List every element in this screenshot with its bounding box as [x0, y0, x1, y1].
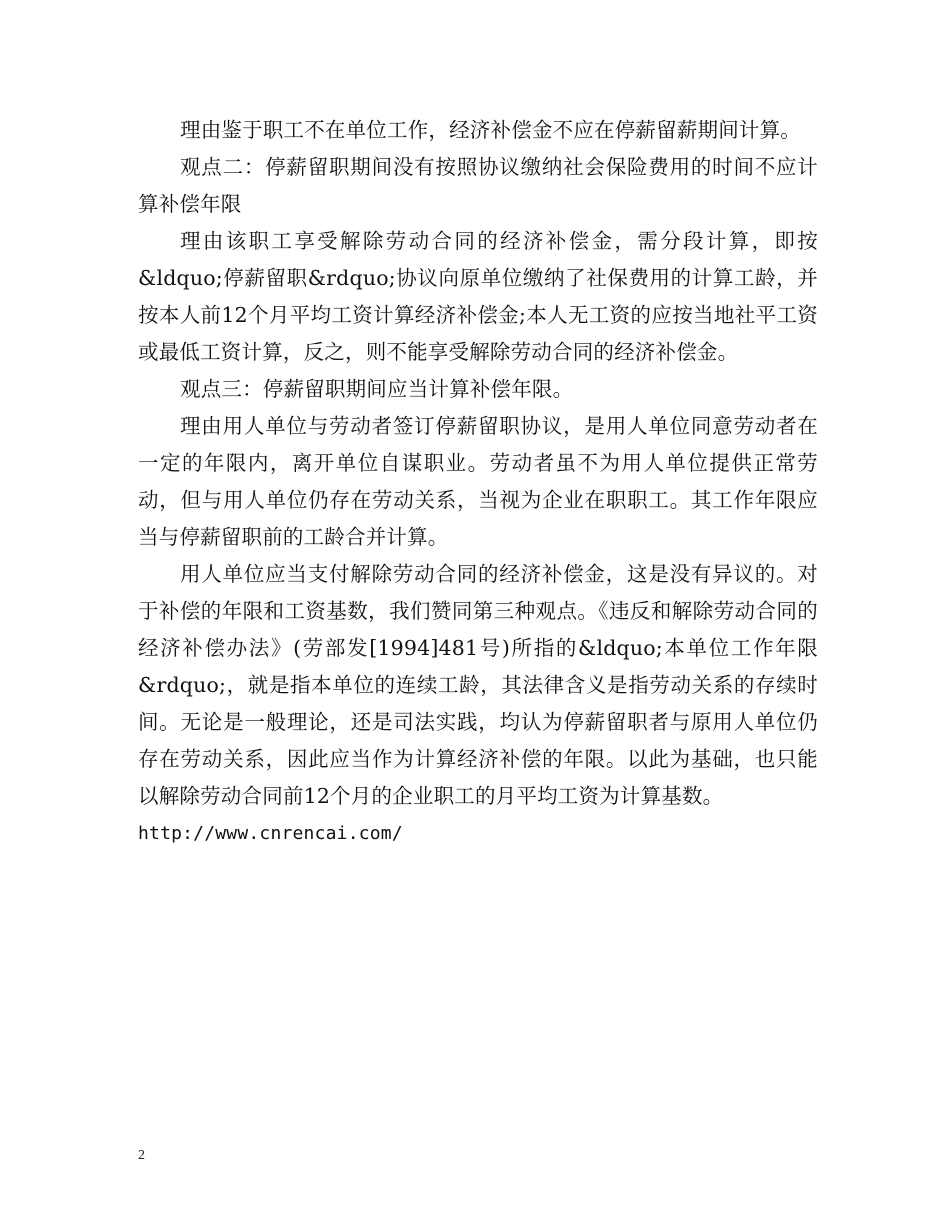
paragraph-2: 观点二：停薪留职期间没有按照协议缴纳社会保险费用的时间不应计算补偿年限 [138, 155, 818, 216]
paragraph-3: 理由该职工享受解除劳动合同的经济补偿金，需分段计算，即按&ldquo;停薪留职&rdquo;协议向原单位缴纳了社保费用的计算工龄，并按本人前12个月平均工资计算经济补偿金;本人无工资的应按当地社平工资或最低工资计算，反之，则不能享受解除劳动合同的经济补偿金。 [138, 229, 818, 364]
paragraph-5: 理由用人单位与劳动者签订停薪留职协议，是用人单位同意劳动者在一定的年限内，离开单位自谋职业。劳动者虽不为用人单位提供正常劳动，但与用人单位仍存在劳动关系，当视为企业在职职工。其工作年限应当与停薪留职前的工龄合并计算。 [138, 414, 818, 549]
page-number: 2 [138, 1148, 145, 1163]
document-body [138, 112, 818, 852]
paragraph-1: 理由鉴于职工不在单位工作，经济补偿金不应在停薪留薪期间计算。 [180, 118, 801, 142]
paragraph-4: 观点三：停薪留职期间应当计算补偿年限。 [180, 377, 574, 401]
paragraph-6: 用人单位应当支付解除劳动合同的经济补偿金，这是没有异议的。对于补偿的年限和工资基数，我们赞同第三种观点。《违反和解除劳动合同的经济补偿办法》(劳部发[1994]481号)所指的&ldquo;本单位工作年限&rdquo;，就是指本单位的连续工龄，其法律含义是指劳动关系的存续时间。无论是一般理论，还是司法实践，均认为停薪留职者与原用人单位仍存在劳动关系，因此应当作为计算经济补偿的年限。以此为基础，也只能以解除劳动合同前12个月的企业职工的月平均工资为计算基数。 [138, 562, 818, 808]
source-url: http://www.cnrencai.com/ [138, 823, 403, 844]
